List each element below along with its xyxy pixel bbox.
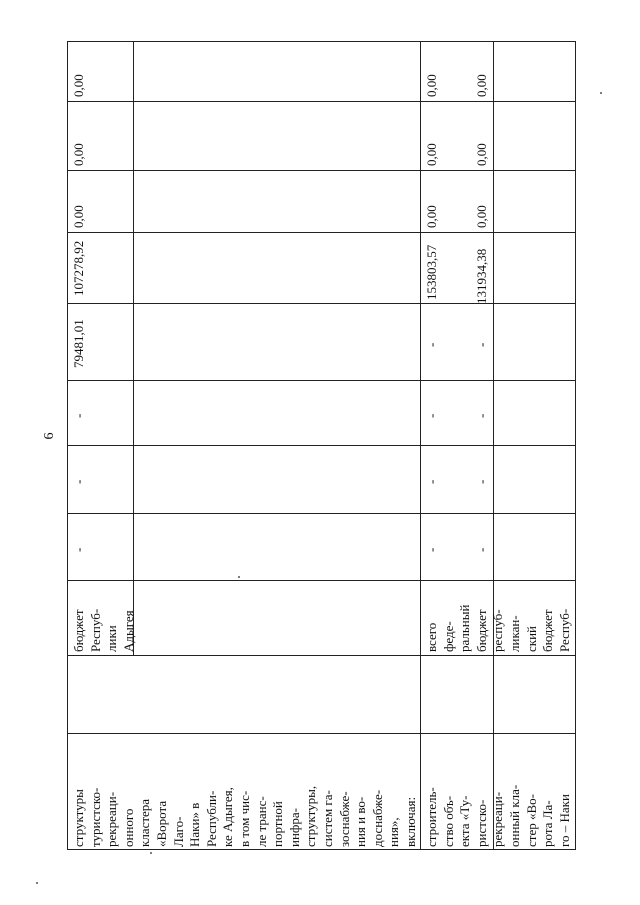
row2-federal-value: - [474,547,489,552]
row2-federal-value: 0,00 [474,143,489,166]
row1-desc-line: инфра- [286,808,302,847]
row1-funding-source [71,609,137,652]
row1-value: - [71,413,86,418]
row2-source-line: ральный [457,604,473,652]
row2-funding-sources [424,605,573,652]
row1-desc-line: ке Адыгея, [220,787,236,847]
row2-source-line: ский [523,626,539,652]
row1-value: - [71,547,86,552]
page-number: 6 [42,432,57,440]
row2-desc-line: рекреаци- [490,791,506,847]
row1-value: 0,00 [71,205,86,228]
row1-source-line: Респуб- [87,608,103,652]
row1-desc-line: рекреаци- [104,791,120,847]
row1-value: 79481,01 [71,319,86,368]
row2-source-line: бюджет [540,609,556,652]
row2-source-line: феде- [440,621,456,652]
row1-value: - [71,479,86,484]
row2-total-value: - [424,547,439,552]
row2-federal-value: - [474,479,489,484]
row2-total-value: - [424,413,439,418]
row1-desc-line: структуры, [303,785,319,847]
row1-description [71,786,419,847]
row1-source-line: бюджет [71,609,86,652]
row1-desc-line: структуры [71,789,86,847]
row2-total-value: 0,00 [424,143,439,166]
row2-desc-line: екта «Ту- [457,795,473,847]
row1-desc-line: Республи- [203,790,219,847]
row2-desc-line: ристско- [473,799,489,847]
row2-source-line: ликан- [506,615,522,652]
row2-federal-value: - [474,413,489,418]
row2-total-value: 0,00 [424,74,439,97]
scan-speck [36,882,38,884]
row2-source-total: всего [424,622,439,652]
row1-value: 0,00 [71,74,86,97]
row2-source-line: респуб- [490,609,506,652]
row1-desc-line: зоснабже- [336,791,352,847]
row1-desc-line: туристско- [87,787,103,847]
row2-federal-value: 131934,38 [474,248,489,304]
row1-desc-line: онного [120,808,136,847]
row2-desc-line: строитель- [424,787,439,847]
row2-desc-line: рота Ла- [540,800,556,847]
row2-total-value: - [424,479,439,484]
row1-desc-line: ния», [386,817,402,847]
row1-source-line: лики [104,625,120,652]
row2-federal-value: 0,00 [474,205,489,228]
row2-source-line: бюджет [473,609,489,652]
row1-desc-line: включая: [402,796,418,847]
row1-desc-line: в том чис- [236,790,252,847]
row2-total-value: 0,00 [424,205,439,228]
row2-total-value: - [424,342,439,347]
row1-desc-line: доснабже- [369,789,385,847]
row1-desc-line: «Ворота [153,800,169,847]
row2-desc-line: онный кла- [506,784,522,847]
scan-speck [150,852,152,854]
row2-desc-line: ство объ- [440,795,456,847]
row1-value: 0,00 [71,143,86,166]
row2-total-value: 153803,57 [424,244,439,300]
row2-federal-value: - [474,342,489,347]
row1-desc-line: систем га- [319,790,335,847]
row1-desc-line: ния и во- [353,796,369,847]
row1-source-line: Адыгея [120,610,136,652]
row1-desc-line: портной [270,801,286,847]
scan-speck [238,576,240,578]
row2-description [424,785,573,847]
row1-desc-line: кластера [137,798,153,847]
scan-speck [600,92,602,94]
row1-desc-line: ле транс- [253,796,269,847]
row2-desc-line: го – Наки [556,794,572,847]
row1-value: 107278,92 [71,240,86,296]
row1-desc-line: Наки» в [187,802,203,847]
row2-source-line: Респуб- [556,608,572,652]
row2-desc-line: стер «Во- [523,794,539,847]
row2-federal-value: 0,00 [474,74,489,97]
row1-desc-line: Лаго- [170,816,186,847]
